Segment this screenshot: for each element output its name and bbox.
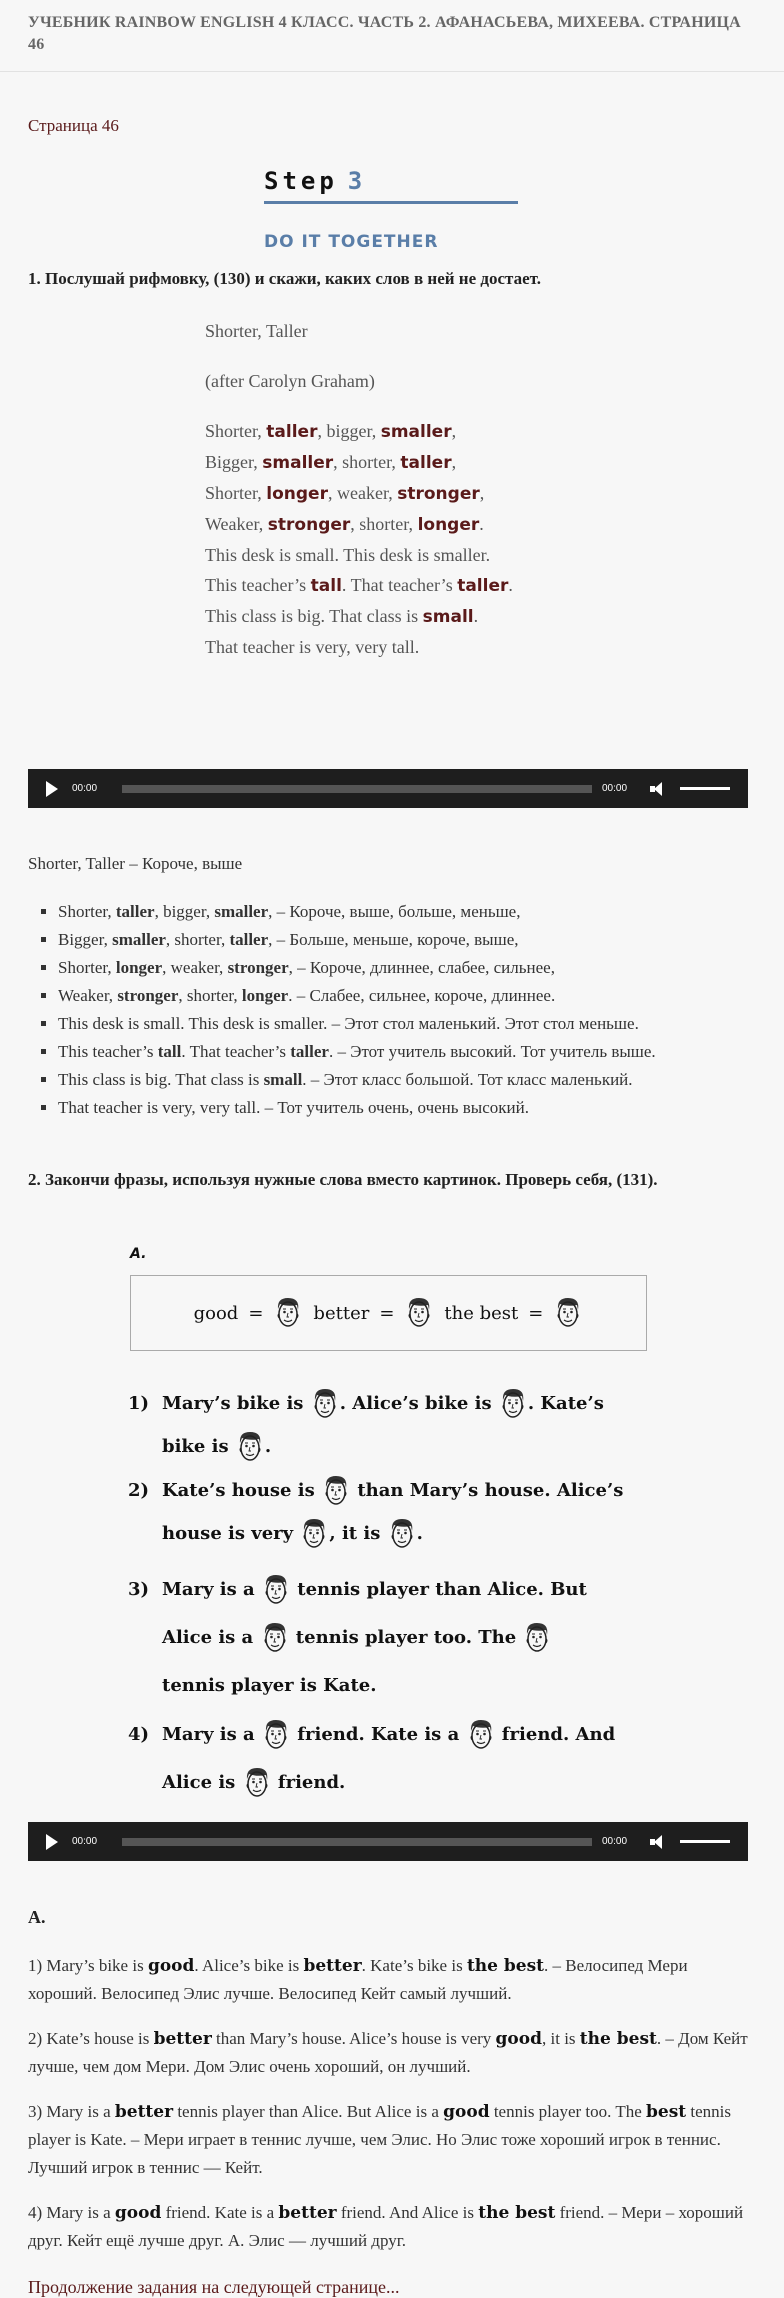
answer-1 [28,1952,748,2008]
answer-emphasis-word: the best [579,2029,657,2049]
poem-emphasis-word: tall [310,576,342,596]
text-segment: This class is big. That class is [205,606,423,626]
poem [205,316,513,662]
text-segment: friend. Kate is a [161,2203,279,2222]
poem-emphasis-word: smaller [262,453,334,473]
boy-face-icon [260,1620,290,1656]
answer-2 [28,2025,748,2081]
answer-emphasis-word: the best [466,1956,545,1976]
answer-emphasis-word: better [153,2029,212,2049]
audio-time-current: 00:00 [72,783,98,794]
text-segment: . [508,575,513,595]
text-segment: . [473,606,479,626]
play-icon[interactable] [46,1834,58,1850]
text-segment: 1) Mary’s bike is [28,1956,148,1975]
text-segment: , [451,452,457,472]
exercise-item-4: 4) Mary is a friend. Kate is a friend. And Alice is friend. [128,1711,648,1807]
poem-emphasis-word: taller [400,453,452,473]
poem-line [205,447,513,478]
word-best: the best [444,1302,519,1324]
equals-sign: = [528,1302,544,1324]
step-word: Step [264,167,338,195]
boy-face-icon [553,1295,583,1331]
answer-3 [28,2098,748,2182]
translation-item [58,1094,778,1122]
translation-title: Shorter, Taller – Короче, выше [28,854,243,873]
poem-emphasis-word: stronger [267,515,351,535]
translation-emphasis-word: stronger [227,958,289,977]
text-segment: This class is big. That class is [58,1070,264,1089]
poem-line [205,478,513,509]
text-segment: , bigger, [317,421,381,441]
audio-player-1[interactable] [28,769,748,808]
poem-line [205,540,513,570]
translation-emphasis-word: smaller [214,902,269,921]
exercise-item-1: 1) Mary’s bike is . Alice’s bike is . Kate’s bike is . [128,1382,648,1468]
audio-time-duration: 00:00 [602,783,628,794]
boy-face-icon [299,1516,329,1552]
boy-face-icon [321,1473,351,1509]
text-segment: , weaker, [327,483,398,503]
translation-emphasis-word: stronger [117,986,179,1005]
poem-emphasis-word: small [422,607,474,627]
text-segment: . Alice’s bike is [194,1956,304,1975]
text-segment: 3) Mary is a [28,2102,115,2121]
translation-emphasis-word: longer [115,958,163,977]
poem-emphasis-word: longer [417,515,480,535]
text-segment: Weaker, [205,514,268,534]
text-segment: . Kate’s bike is [361,1956,467,1975]
text-segment: 4) Mary is a [28,2203,115,2222]
audio-time-duration: 00:00 [602,1836,628,1847]
poem-line [205,416,513,447]
answer-emphasis-word: good [147,1956,195,1976]
boy-face-icon [387,1516,417,1552]
boy-face-icon [261,1717,291,1753]
text-segment: . [479,514,484,534]
text-segment: , shorter, [165,930,230,949]
text-segment: This teacher’s [58,1042,158,1061]
translation-item [58,1038,778,1066]
answer-emphasis-word: good [443,2102,490,2122]
text-segment: . – Велосипед Мери хороший. Велосипед Элис лучше. Велосипед Кейт самый лучший. [28,1956,688,2003]
audio-time-current: 00:00 [72,1836,98,1847]
text-segment: That teacher is very, very tall. – Тот учитель очень, очень высокий. [58,1098,529,1117]
answer-emphasis-word: good [114,2203,162,2223]
exercise-label: A. [130,1246,147,1262]
audio-progress-bar[interactable] [122,1838,592,1846]
poem-emphasis-word: taller [457,576,509,596]
do-it-together-heading: DO IT TOGETHER [264,232,439,252]
text-segment: Weaker, [58,986,118,1005]
text-segment: This teacher’s [205,575,311,595]
text-segment: Shorter, [58,902,116,921]
text-segment: . – Слабее, сильнее, короче, длиннее. [288,986,556,1005]
boy-face-icon [242,1765,272,1801]
text-segment: friend. And Alice is [336,2203,479,2222]
answers-label: A. [28,1907,46,1927]
text-segment: tennis player than Alice. But Alice is a [173,2102,444,2121]
text-segment: tennis player too. The [489,2102,647,2121]
poem-title: Shorter, Taller [205,321,308,341]
text-segment: , [451,421,457,441]
task1-heading: 1. Послушай рифмовку, (130) и скажи, каких слов в ней не достает. [28,269,541,288]
boy-face-icon [261,1572,291,1608]
poem-emphasis-word: stronger [397,484,480,504]
answer-emphasis-word: better [278,2203,337,2223]
text-segment: That teacher is very, very tall. [205,637,420,657]
text-segment: Shorter, [205,421,267,441]
volume-icon[interactable] [650,781,670,797]
text-segment: Shorter, [58,958,116,977]
text-segment: Shorter, [205,483,267,503]
text-segment: , – Короче, выше, больше, меньше, [268,902,521,921]
volume-slider[interactable] [680,787,730,790]
word-better: better [313,1302,370,1324]
poem-line [205,601,513,632]
equals-sign: = [248,1302,264,1324]
exercise-item-2: 2) Kate’s house is than Mary’s house. Alice’s house is very , it is . [128,1469,648,1555]
text-segment: , shorter, [350,514,418,534]
poem-line [205,632,513,662]
poem-lines [205,416,513,662]
text-segment: . – Этот класс большой. Тот класс маленький. [302,1070,633,1089]
translation-item [58,1010,778,1038]
answer-emphasis-word: good [495,2029,542,2049]
continue-link[interactable]: Продолжение задания на следующей странице... [28,2277,400,2297]
boy-face-icon [404,1295,434,1331]
answer-emphasis-word: better [303,1956,362,1976]
poem-emphasis-word: smaller [380,422,452,442]
text-segment: , – Короче, длиннее, слабее, сильнее, [288,958,555,977]
text-segment: . – Дом Кейт лучше, чем дом Мери. Дом Элис очень хороший, он лучший. [28,2029,748,2076]
text-segment: This desk is small. This desk is smaller. [205,545,491,565]
equals-sign: = [379,1302,395,1324]
translation-list [28,898,778,1122]
text-segment: than Mary’s house. Alice’s house is very [211,2029,496,2048]
page-title: УЧЕБНИК RAINBOW ENGLISH 4 КЛАСС. ЧАСТЬ 2. АФАНАСЬЕВА, МИХЕЕВА. СТРАНИЦА 46 [28,14,741,53]
poem-line [205,509,513,540]
text-segment: , shorter, [178,986,242,1005]
boy-face-icon [522,1620,552,1656]
answer-emphasis-word: the best [478,2203,556,2223]
translation-emphasis-word: taller [115,902,155,921]
volume-icon[interactable] [650,1834,670,1850]
exercise-item-3: 3) Mary is a tennis player than Alice. But Alice is a tennis player too. The tennis player is Kate. [128,1566,648,1710]
audio-player-2[interactable] [28,1822,748,1861]
step-number: 3 [347,167,367,195]
text-segment: Bigger, [205,452,263,472]
play-icon[interactable] [46,781,58,797]
translation-emphasis-word: longer [241,986,289,1005]
page-number-label: Страница 46 [28,116,119,135]
text-segment: . – Этот учитель высокий. Тот учитель выше. [328,1042,656,1061]
boy-face-icon [466,1717,496,1753]
page-header [0,0,784,72]
translation-emphasis-word: taller [290,1042,329,1061]
text-segment: , [479,483,485,503]
boy-face-icon [310,1386,340,1422]
poem-author: (after Carolyn Graham) [205,371,375,391]
boy-face-icon [498,1386,528,1422]
text-segment: , it is [542,2029,580,2048]
text-segment: , weaker, [162,958,228,977]
text-segment: , bigger, [154,902,215,921]
text-segment: 2) Kate’s house is [28,2029,154,2048]
volume-slider[interactable] [680,1840,730,1843]
text-segment: , shorter, [333,452,401,472]
poem-line [205,570,513,601]
step-heading [264,167,518,204]
text-segment: friend. – Мери – хороший друг. Кейт ещё лучше друг. А. Элис — лучший друг. [28,2203,744,2250]
text-segment: tennis player is Kate. – Мери играет в теннис лучше, чем Элис. Но Элис тоже хороший игрок в теннис. Лучший игрок в теннис — Кейт. [28,2102,732,2177]
boy-face-icon [235,1429,265,1465]
translation-emphasis-word: tall [157,1042,182,1061]
comparison-box [130,1275,647,1351]
text-segment: This desk is small. This desk is smaller. – Этот стол маленький. Этот стол меньше. [58,1014,639,1033]
text-segment: . That teacher’s [341,575,458,595]
task2-heading: 2. Закончи фразы, используя нужные слова вместо картинок. Проверь себя, (131). [28,1170,658,1189]
audio-progress-bar[interactable] [122,785,592,793]
text-segment: . That teacher’s [181,1042,291,1061]
answer-emphasis-word: best [646,2102,687,2122]
text-segment: , – Больше, меньше, короче, выше, [268,930,519,949]
answer-4 [28,2199,748,2255]
boy-face-icon [273,1295,303,1331]
text-segment: Bigger, [58,930,113,949]
step-underline [264,201,518,204]
translation-item [58,926,778,954]
answer-emphasis-word: better [114,2102,174,2122]
poem-emphasis-word: taller [266,422,318,442]
translation-item [58,982,778,1010]
translation-emphasis-word: small [263,1070,303,1089]
poem-emphasis-word: longer [266,484,328,504]
translation-emphasis-word: taller [229,930,269,949]
translation-item [58,1066,778,1094]
translation-item [58,898,778,926]
word-good: good [193,1302,239,1324]
translation-item [58,954,778,982]
translation-emphasis-word: smaller [112,930,166,949]
